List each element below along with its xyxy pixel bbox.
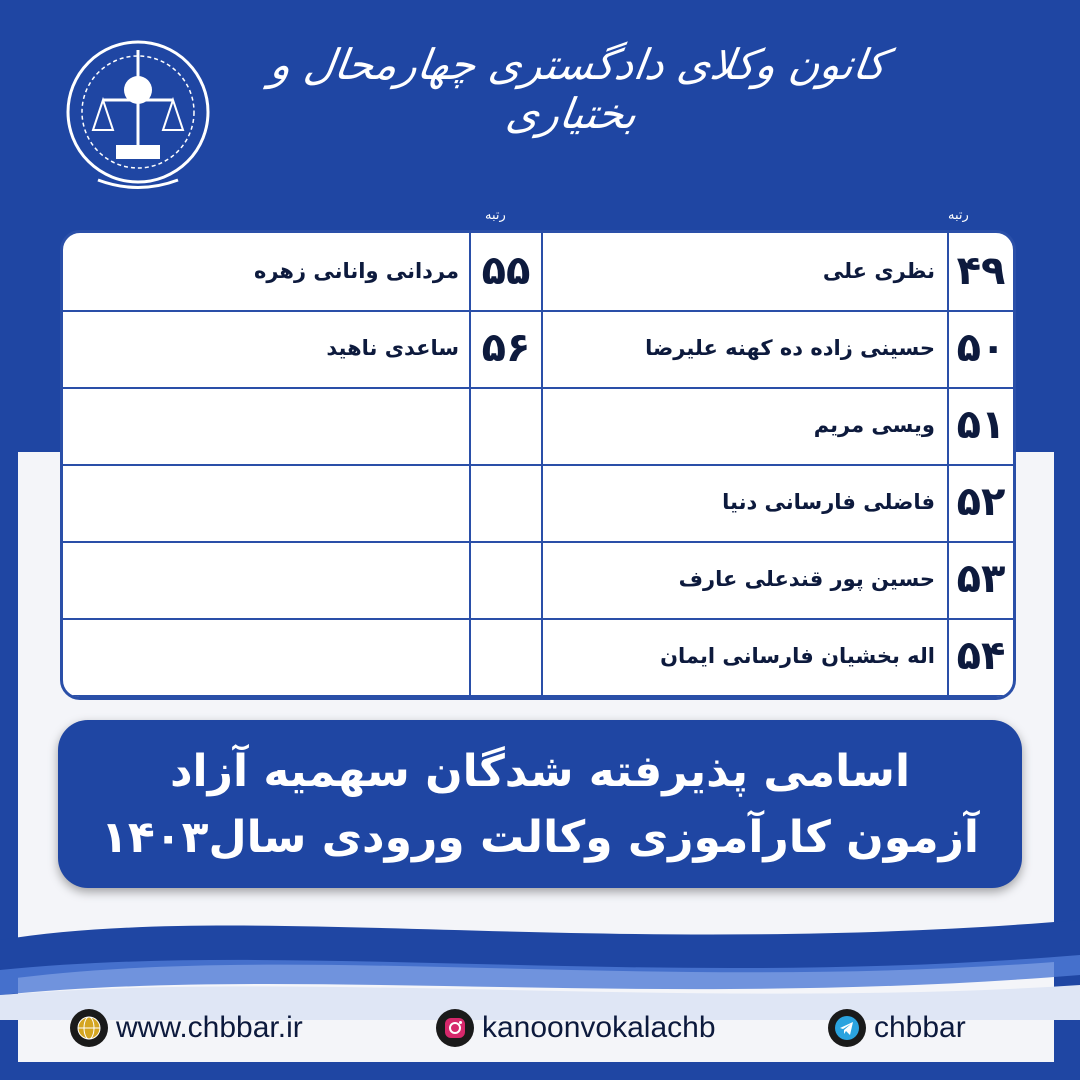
rank-cell: ۵۳ xyxy=(956,556,1006,602)
rank-label-left: رتبه xyxy=(485,208,506,223)
name-cell: مردانی وانانی زهره xyxy=(253,259,459,283)
table-row xyxy=(63,541,1013,620)
rank-cell xyxy=(471,541,541,618)
banner-title-line-1: اسامی پذیرفته شدگان سهمیه آزاد xyxy=(169,746,911,797)
banner-title-line-2: آزمون کارآموزی وکالت ورودی سال۱۴۰۳ xyxy=(101,812,979,863)
rank-cell: ۵۶ xyxy=(481,325,531,371)
instagram-handle[interactable]: kanoonvokalachb xyxy=(482,1011,716,1044)
wave-decoration xyxy=(0,900,1080,1020)
scales-emblem-icon xyxy=(58,30,218,200)
globe-icon xyxy=(70,1009,108,1047)
rank-cell xyxy=(471,387,541,464)
column-divider xyxy=(947,233,949,697)
name-cell xyxy=(73,618,459,695)
rank-cell xyxy=(471,618,541,695)
rank-cell: ۴۹ xyxy=(956,248,1006,294)
rank-cell: ۵۱ xyxy=(956,402,1006,448)
name-cell: نظری علی xyxy=(822,259,935,283)
name-cell: اله بخشیان فارسانی ایمان xyxy=(660,644,935,668)
name-cell: ویسی مریم xyxy=(813,413,935,437)
name-cell: ساعدی ناهید xyxy=(326,336,459,360)
name-cell xyxy=(73,464,459,541)
telegram-icon xyxy=(828,1009,866,1047)
table-row xyxy=(63,310,1013,389)
footer-instagram[interactable] xyxy=(436,1006,716,1050)
rank-cell: ۵۰ xyxy=(956,325,1006,371)
rank-cell xyxy=(471,464,541,541)
footer-telegram[interactable] xyxy=(828,1006,966,1050)
rank-cell: ۵۲ xyxy=(956,479,1006,525)
column-divider xyxy=(469,233,471,697)
name-cell: حسین پور قندعلی عارف xyxy=(678,567,935,591)
telegram-handle[interactable]: chbbar xyxy=(874,1011,966,1044)
bottom-frame xyxy=(0,1062,1080,1080)
table-row xyxy=(63,387,1013,466)
instagram-icon xyxy=(436,1009,474,1047)
table-row xyxy=(63,233,1013,312)
website-link[interactable]: www.chbbar.ir xyxy=(116,1011,303,1044)
rank-cell: ۵۴ xyxy=(956,633,1006,679)
name-cell xyxy=(73,541,459,618)
rank-cell: ۵۵ xyxy=(481,248,531,294)
name-cell: حسینی زاده ده کهنه علیرضا xyxy=(645,336,935,360)
name-cell xyxy=(73,387,459,464)
table-row xyxy=(63,464,1013,543)
table-row xyxy=(63,618,1013,697)
column-divider xyxy=(541,233,543,697)
name-cell: فاضلی فارسانی دنیا xyxy=(722,490,935,514)
title-banner xyxy=(58,720,1022,888)
rank-label-right: رتبه xyxy=(948,208,969,223)
footer-website[interactable] xyxy=(70,1006,303,1050)
header-title: کانون وکلای دادگستری چهارمحال و بختیاری xyxy=(267,40,890,138)
results-table xyxy=(60,230,1016,700)
